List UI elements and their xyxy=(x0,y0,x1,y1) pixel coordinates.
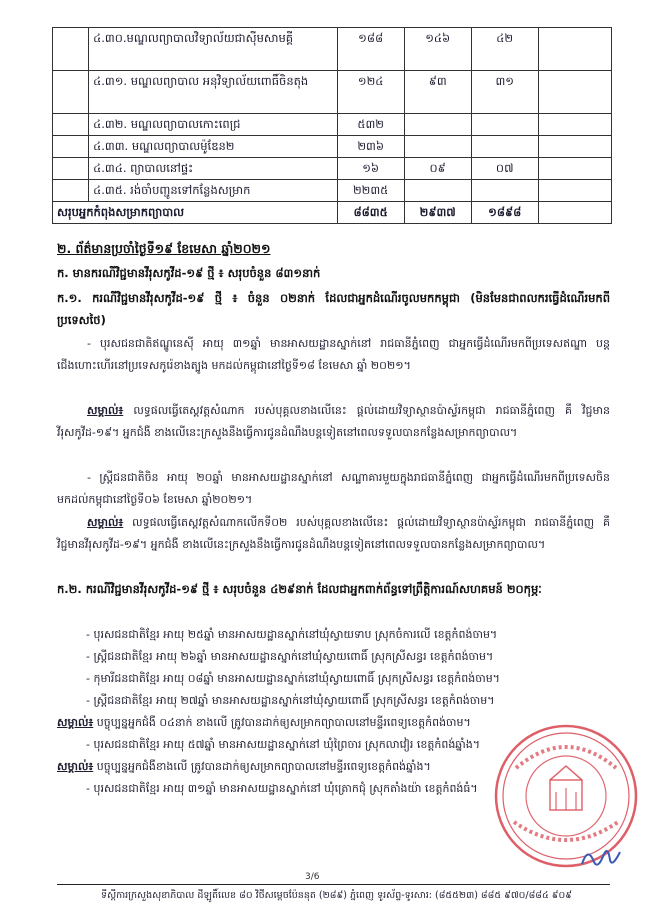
case-bullet: - បុរសជនជាតិខ្មែរ អាយុ ៥៧ឆ្នាំ មានអាសយដ្ឋានស្នាក់នៅ ឃុំព្រៃចារ ស្រុកលាវៀរ ខេត្តកំពង់ឆ្នាំង។ xyxy=(86,738,481,751)
total-cell: ១៨៩៨ xyxy=(471,202,538,224)
note-label: សម្គាល់៖ xyxy=(87,404,124,417)
table-total-row xyxy=(53,202,612,224)
count-cell: ១៦ xyxy=(337,158,404,180)
case-bullet: - កុមារីជនជាតិខ្មែរ អាយុ ០៨ឆ្នាំ មានអាសយដ្ឋានស្នាក់នៅឃុំស្វាយពោធិ៍ ស្រុកស្រីសន្ធរ ខេត្តកំពង់ចាម។ xyxy=(86,672,500,685)
total-cell: ៨៨៣៥ xyxy=(337,202,404,224)
total-label: សរុបអ្នកកំពុងសម្រាកព្យាបាល xyxy=(53,202,338,224)
note-text: បច្ចុប្បន្នអ្នកជំងឺខាងលើ ត្រូវបានដាក់ឲ្យសម្រាកព្យាបាលនៅមន្ទីរពេទ្យខេត្តកំពង់ឆ្នាំង។ xyxy=(93,760,431,773)
page-number: 3/6 xyxy=(305,872,320,882)
table-row xyxy=(53,28,612,71)
case-bullet: - ស្ត្រីជនជាតិខ្មែរ អាយុ ២៦ឆ្នាំ មានអាសយដ្ឋានស្នាក់នៅឃុំស្វាយពោធិ៍ ស្រុកស្រីសន្ធរ ខេត្តកំពង់ចាម។ xyxy=(86,650,494,663)
note-label: សម្គាល់៖ xyxy=(57,760,94,773)
count-cell: ០៧ xyxy=(471,158,538,180)
case-paragraph: - ស្ត្រីជនជាតិចិន អាយុ ២០ឆ្នាំ មានអាសយដ្ឋានស្នាក់នៅ សណ្ឋាគារមួយក្នុងរាជធានីភ្នំពេញ ជាអ្នកធ្វើដំណើរមកពីប្រទេសចិន មកដល់កម្ពុជានៅថ្ងៃទី០៦ ខែមេសា ឆ្នាំ២០២១។ xyxy=(57,471,610,506)
case-paragraph: - បុរសជនជាតិឥណ្ឌូនេស៊ី អាយុ ៣១ឆ្នាំ មានអាសយដ្ឋានស្នាក់នៅ រាជធានីភ្នំពេញ ជាអ្នកធ្វើដំណើរមកពីប្រទេសឥណ្ឌា បន្តជើងហោះហើរនៅប្រទេសកូរ៉េខាងត្បូង មកដល់កម្ពុជានៅថ្ងៃទី១៨ ខែមេសា ឆ្នាំ ២០២១។ xyxy=(57,337,610,372)
table-row xyxy=(53,180,612,202)
note-label: សម្គាល់៖ xyxy=(57,716,94,729)
center-name: ៤.៣៥. រង់ចាំបញ្ជូនទៅកន្លែងសម្រាក xyxy=(89,180,338,202)
case-bullet: - ស្ត្រីជនជាតិខ្មែរ អាយុ ២៧ឆ្នាំ មានអាសយដ្ឋានស្នាក់នៅឃុំស្វាយពោធិ៍ ស្រុកស្រីសន្ធរ ខេត្តកំពង់ចាម។ xyxy=(86,694,495,707)
center-name: ៤.៣២. មណ្ឌលព្យាបាលកោះពេជ្រ xyxy=(89,114,338,136)
heading-k1: ក.១. ករណីវិជ្ជមានវីរុសកូវីដ-១៩ ថ្មី ៖ ចំនួន ០២នាក់ ដែលជាអ្នកដំណើរចូលមកកម្ពុជា (មិនមែនជាពលករធ្វើដំណើរមកពីប្រទេសថៃ) xyxy=(57,291,610,327)
center-name: ៤.៣១. មណ្ឌលព្យាបាល អនុវិទ្យាល័យពោធិ៍ចិនតុង xyxy=(89,71,338,114)
center-name: ៤.៣៤. ព្យាបាលនៅផ្ទះ xyxy=(89,158,338,180)
table-row xyxy=(53,71,612,114)
note-text: លទ្ធផលធ្វើតេស្តវត្តសំណាក របស់បុគ្គលខាងលើនេះ ផ្តល់ដោយវិទ្យាស្ថានប៉ាស្ទ័រកម្ពុជា រាជធានីភ្នំពេញ គឺ វិជ្ជមានវីរុសកូវីដ-១៩។ អ្នកជំងឺ ខាងលើនេះក្រសួងនឹងធ្វើការជូនដំណឹងបន្តទៀតនៅពេលទទួលបានកន្លែងសម្រាកព្យាបាល។ xyxy=(57,404,610,439)
count-cell xyxy=(471,114,538,136)
note-text: លទ្ធផលធ្វើតេស្តវត្តសំណាកលើកទី០២ របស់បុគ្គលខាងលើនេះ ផ្តល់ដោយវិទ្យាស្ថានប៉ាស្ទ័រកម្ពុជា រាជធានីភ្នំពេញ គឺ វិជ្ជមានវីរុសកូវីដ-១៩។ អ្នកជំងឺ ខាងលើនេះក្រសួងនឹងធ្វើការជូនដំណឹងបន្តទៀតនៅពេលទទួលបានកន្លែងសម្រាកព្យាបាល។ xyxy=(57,516,610,551)
count-cell: ២២៣៥ xyxy=(337,180,404,202)
note-text: បច្ចុប្បន្នអ្នកជំងឺ ០៤នាក់ ខាងលើ ត្រូវបានដាក់ឲ្យសម្រាកព្យាបាលនៅមន្ទីរពេទ្យខេត្តកំពង់ចាម។ xyxy=(93,716,471,729)
signature-icon xyxy=(578,842,624,872)
case-bullet: - បុរសជនជាតិខ្មែរ អាយុ ២៥ឆ្នាំ មានអាសយដ្ឋានស្នាក់នៅឃុំស្វាយទាប ស្រុកចំការលើ ខេត្តកំពង់ចាម។ xyxy=(86,628,498,641)
note-paragraph xyxy=(57,512,610,556)
count-cell: ៣១ xyxy=(471,71,538,114)
total-cell: ២៩៣៧ xyxy=(404,202,471,224)
footer-address: ទីស្តីការក្រសួងសុខាភិបាល ដីឡូតិ៍លេខ ៨០ វិថីសម្ដេចប៉ែននុត (២៨៩) ភ្នំពេញ ទូរស័ព្ទ-ទូរសារ: (៨៥៥២៣) ៨៨៥ ៩៧០/៨៨៤ ៩០៩ xyxy=(101,890,572,901)
count-cell xyxy=(471,136,538,158)
case-bullet: - បុរសជនជាតិខ្មែរ អាយុ ៣១ឆ្នាំ មានអាសយដ្ឋានស្នាក់នៅ ឃុំត្រោកជុំ ស្រុកតាំងយ៉ា ខេត្តកំពង់ធំ។ xyxy=(86,782,478,795)
count-cell: ២៣៦ xyxy=(337,136,404,158)
count-cell: ៩៣ xyxy=(404,71,471,114)
table-row xyxy=(53,114,612,136)
count-cell xyxy=(404,136,471,158)
count-cell: ១៤៦ xyxy=(404,28,471,71)
center-name: ៤.៣០.មណ្ឌលព្យាបាលវិទ្យាល័យជាស៊ីមសាមគ្គី xyxy=(89,28,338,71)
footer-divider xyxy=(57,884,610,885)
count-cell: ៥៣២ xyxy=(337,114,404,136)
heading-k: ក. មានករណីវិជ្ជមានវីរុសកូវីដ-១៩ ថ្មី ៖ សរុបចំនួន ៨៣១នាក់ xyxy=(57,266,321,280)
table-row xyxy=(53,136,612,158)
table-row xyxy=(53,158,612,180)
note-label: សម្គាល់៖ xyxy=(87,516,124,529)
section-title: ២. ព័ត៌មានប្រចាំថ្ងៃទី១៩ ខែមេសា ឆ្នាំ២០២១ xyxy=(57,241,271,256)
treatment-centers-table xyxy=(52,27,612,224)
count-cell: ១២៤ xyxy=(337,71,404,114)
count-cell xyxy=(404,114,471,136)
count-cell: ៤២ xyxy=(471,28,538,71)
count-cell: ០៩ xyxy=(404,158,471,180)
center-name: ៤.៣៣. មណ្ឌលព្យាបាលម៉ូឌែន២ xyxy=(89,136,338,158)
count-cell: ១៨៨ xyxy=(337,28,404,71)
heading-k2: ក.២. ករណីវិជ្ជមានវីរុសកូវីដ-១៩ ថ្មី ៖ សរុបចំនួន ៤២៩នាក់ ដែលជាអ្នកពាក់ព័ន្ធទៅព្រឹត្តិការណ៍សហគមន៍ ២០កុម្ភៈ xyxy=(57,582,542,596)
count-cell xyxy=(471,180,538,202)
count-cell xyxy=(404,180,471,202)
note-paragraph xyxy=(57,400,610,444)
